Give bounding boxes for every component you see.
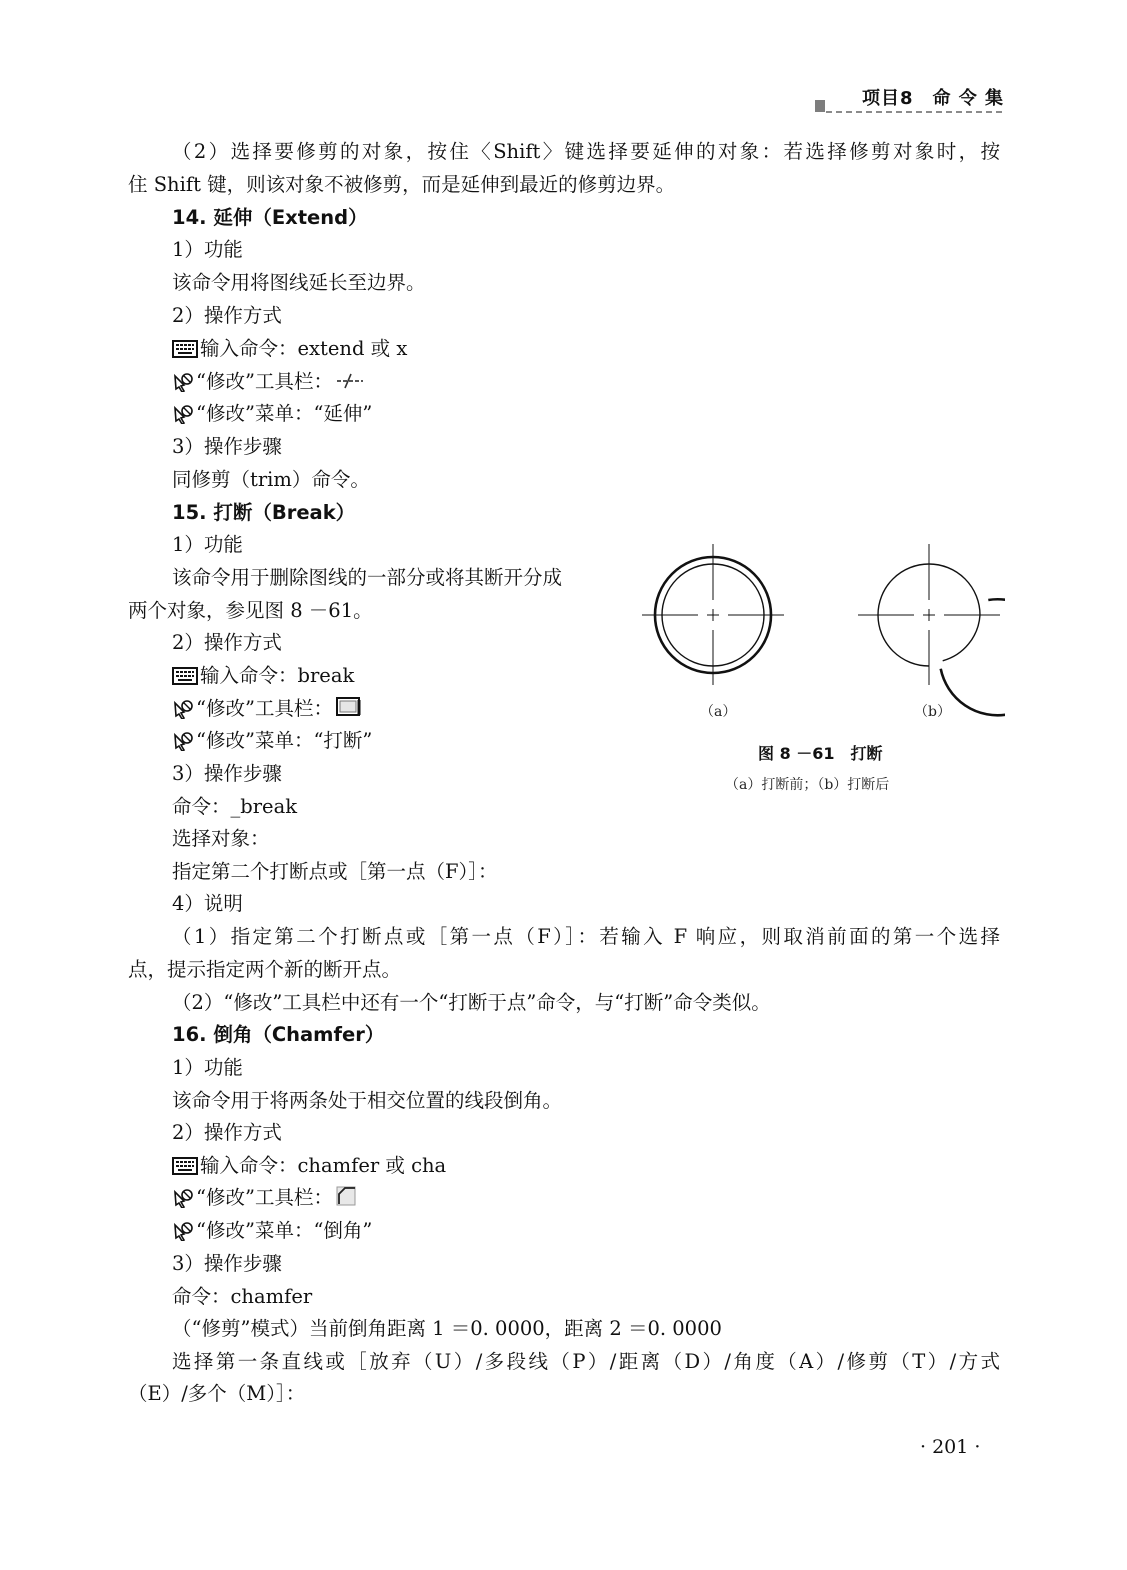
menu-text: “修改”菜单：“倒角” [196,1219,373,1242]
prompt-line: 指定第二个打断点或［第一点（F）］： [172,860,498,883]
circle-before-break [642,544,784,685]
figure-label-a: （a） [700,704,737,720]
toolbar-text: “修改”工具栏： [196,370,333,393]
subheading-steps: 3）操作步骤 [172,1252,282,1275]
figure-caption: （a）打断前；（b）打断后 [725,777,890,793]
circle-after-break [858,544,1005,715]
menu-line [172,725,372,761]
toolbar-line [172,366,365,402]
paragraph-line: 该命令用于删除图线的一部分或将其断开分成 [172,566,563,589]
subheading-function: 1）功能 [172,238,243,261]
subheading-steps: 3）操作步骤 [172,762,282,785]
menu-text: “修改”菜单：“延伸” [196,402,373,425]
toolbar-line [172,1182,359,1218]
menu-text: “修改”菜单：“打断” [196,729,373,752]
header-rule [826,111,1002,113]
toolbar-text: “修改”工具栏： [196,1186,333,1209]
paragraph-line: 住 Shift 键，则该对象不被修剪，而是延伸到最近的修剪边界。 [128,173,676,196]
mouse-icon [172,729,194,761]
header-marker [815,100,825,112]
prompt-line: （E）/多个（M）］： [128,1382,306,1405]
figure-title: 图 8 －61 打断 [758,744,883,763]
page-number: · 201 · [920,1436,981,1458]
figure-label-b: （b） [914,704,951,720]
command-line [172,1150,446,1186]
subheading-steps: 3）操作步骤 [172,435,282,458]
break-tool-icon [335,696,363,728]
keyboard-icon [172,337,198,369]
menu-line [172,1215,372,1251]
paragraph-line: 两个对象，参见图 8 －61。 [128,599,373,622]
subheading-operation: 2）操作方式 [172,304,282,327]
subheading-operation: 2）操作方式 [172,631,282,654]
paragraph-line: 点，提示指定两个新的断开点。 [128,958,402,981]
mouse-icon [172,1219,194,1251]
menu-line [172,398,372,434]
subheading-function: 1）功能 [172,1056,243,1079]
prompt-line: 选择对象： [172,827,270,850]
paragraph-line: 该命令用于将两条处于相交位置的线段倒角。 [172,1089,563,1112]
paragraph-line: （2）“修改”工具栏中还有一个“打断于点”命令，与“打断”命令类似。 [172,991,771,1014]
keyboard-icon [172,664,198,696]
prompt-line: 命令：chamfer [172,1285,313,1308]
extend-tool-icon [335,369,365,401]
section-heading-extend: 14. 延伸（Extend） [172,206,368,229]
command-line [172,333,407,369]
toolbar-line [172,693,363,729]
paragraph-line: 该命令用将图线延长至边界。 [172,271,426,294]
subheading-notes: 4）说明 [172,892,243,915]
chamfer-tool-icon [335,1185,359,1217]
break-figure [640,540,1005,725]
command-text: 输入命令：break [200,664,355,687]
command-text: 输入命令：chamfer 或 cha [200,1154,447,1177]
prompt-line: 命令：_break [172,795,298,818]
prompt-line: （“修剪”模式）当前倒角距离 1 ＝0. 0000，距离 2 ＝0. 0000 [172,1317,722,1340]
paragraph-line: 同修剪（trim）命令。 [172,468,370,491]
section-heading-break: 15. 打断（Break） [172,501,356,524]
section-heading-chamfer: 16. 倒角（Chamfer） [172,1023,385,1046]
subheading-function: 1）功能 [172,533,243,556]
subheading-operation: 2）操作方式 [172,1121,282,1144]
paragraph-line: （1）指定第二个打断点或［第一点（F）］：若输入 F 响应，则取消前面的第一个选择 [172,925,1000,948]
command-text: 输入命令：extend 或 x [200,337,408,360]
mouse-icon [172,402,194,434]
running-header: 项目8 命 令 集 [862,88,1005,109]
paragraph-line: （2）选择要修剪的对象，按住〈Shift〉键选择要延伸的对象：若选择修剪对象时，按 [172,140,1000,163]
toolbar-text: “修改”工具栏： [196,697,333,720]
command-line [172,660,354,696]
mouse-icon [172,1186,194,1218]
prompt-line: 选择第一条直线或［放弃（U）/多段线（P）/距离（D）/角度（A）/修剪（T）/方式 [172,1350,1000,1373]
